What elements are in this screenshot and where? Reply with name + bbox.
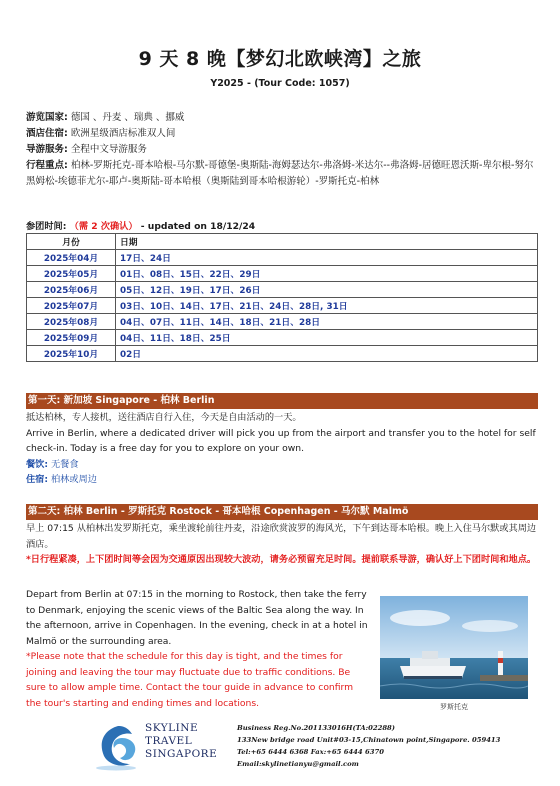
table-header: [27, 234, 538, 250]
table-row: 2025年10月 02日: [27, 346, 538, 362]
table-row: 2025年06月 05日、12日、19日、17日、26日: [27, 282, 538, 298]
logo-text: SKYLINE TRAVEL SINGAPORE: [145, 722, 218, 760]
day1-en: Arrive in Berlin, where a dedicated driver will pick you up from the airport and transfer you to the hotel for self check-in. Today is a free day for you to explore on your own.: [26, 427, 536, 454]
day2-cn-block: [26, 521, 538, 568]
departure-table: [26, 233, 538, 362]
updated-note: - updated on 18/12/24: [140, 221, 256, 232]
confirm-note: （需 2 次确认）: [69, 221, 138, 232]
departure-heading: 参团时间: （需 2 次确认） - updated on 18/12/24: [26, 221, 256, 232]
day1-meal: 餐饮: 无餐食: [26, 458, 79, 470]
info-guide: 导游服务: 全程中文导游服务: [26, 144, 147, 155]
col-dates: 日期: [116, 234, 538, 250]
company-email: Email:skylinetianyu@gmail.com: [237, 760, 359, 768]
day1-body: [26, 410, 538, 488]
rostock-ferry-photo: [380, 596, 528, 699]
table-row: 2025年04月 17日、24日: [27, 250, 538, 266]
tour-code: Y2025 - (Tour Code: 1057): [210, 78, 350, 89]
day2-header: 第二天: 柏林 Berlin - 罗斯托克 Rostock - 哥本哈根 Copenhagen - 马尔默 Malmö: [26, 504, 538, 520]
table-row: 2025年07月 03日、10日、14日、17日、21日、24日、28日, 31日: [27, 298, 538, 314]
business-reg: Business Reg.No.201133016H(TA:02288): [237, 724, 395, 732]
company-phone: Tel:+65 6444 6368 Fax:+65 6444 6370: [237, 748, 384, 756]
company-info: [237, 722, 500, 770]
col-month: 月份: [27, 234, 116, 250]
day2-cn: 早上 07:15 从柏林出发罗斯托克，乘坐渡轮前往丹麦，沿途欣赏波罗的海风光，下午到达哥本哈根。晚上入住马尔默或其周边酒店。: [26, 523, 537, 550]
table-row: 2025年08月 04日、07日、11日、14日、18日、21日、28日: [27, 314, 538, 330]
info-countries: 游览国家: 德国 、丹麦 、瑞典 、挪威: [26, 112, 185, 123]
photo-caption: 罗斯托克: [440, 703, 468, 711]
day1-header: 第一天: 新加坡 Singapore - 柏林 Berlin: [26, 393, 538, 409]
info-highlights: 行程重点: 柏林-罗斯托克-哥本哈根-马尔默-哥德堡-奥斯陆-海姆瑟达尔-弗洛姆-米达尔--弗洛姆-居德旺恩沃斯-卑尔根-努尔黑姆松-埃德菲尤尔-耶卢-奥斯陆-哥本哈根（奥斯陆到哥本哈根游轮）-罗斯托克-柏林: [26, 160, 534, 187]
page-title: 9 天 8 晚【梦幻北欧峡湾】之旅: [138, 48, 422, 70]
table-row: 2025年09月 04日、11日、18日、25日: [27, 330, 538, 346]
day2-en-note: *Please note that the schedule for this day is tight, and the times for joining and leaving the tour may fluctuate due to traffic conditions. Be sure to allow ample time. Contact the tour guide in advance to confirm the tour's starting and ending times and locations.: [26, 651, 354, 709]
day2-en-block: [26, 587, 370, 711]
day2-cn-note: *日行程紧凑，上下团时间等会因为交通原因出现较大波动，请务必预留充足时间。提前联系导游，确认好上下团时间和地点。: [26, 554, 537, 565]
day2-en: Depart from Berlin at 07:15 in the morning to Rostock, then take the ferry to Denmark, enjoying the scenic views of the Baltic Sea along the way. In the afternoon, arrive in Copenhagen. In the evening, check in at a hotel in Malmö or the surrounding area.: [26, 589, 368, 647]
day1-cn: 抵达柏林，专人接机，送往酒店自行入住，今天是自由活动的一天。: [26, 412, 302, 423]
tour-info: [26, 110, 538, 190]
table-row: 2025年05月 01日、08日、15日、22日、29日: [27, 266, 538, 282]
info-hotel: 酒店住宿: 欧洲星级酒店标准双人间: [26, 128, 176, 139]
day1-stay: 住宿: 柏林或周边: [26, 474, 97, 485]
company-address: 133New bridge road Unit#03-15,Chinatown point,Singapore. 059413: [237, 736, 501, 744]
